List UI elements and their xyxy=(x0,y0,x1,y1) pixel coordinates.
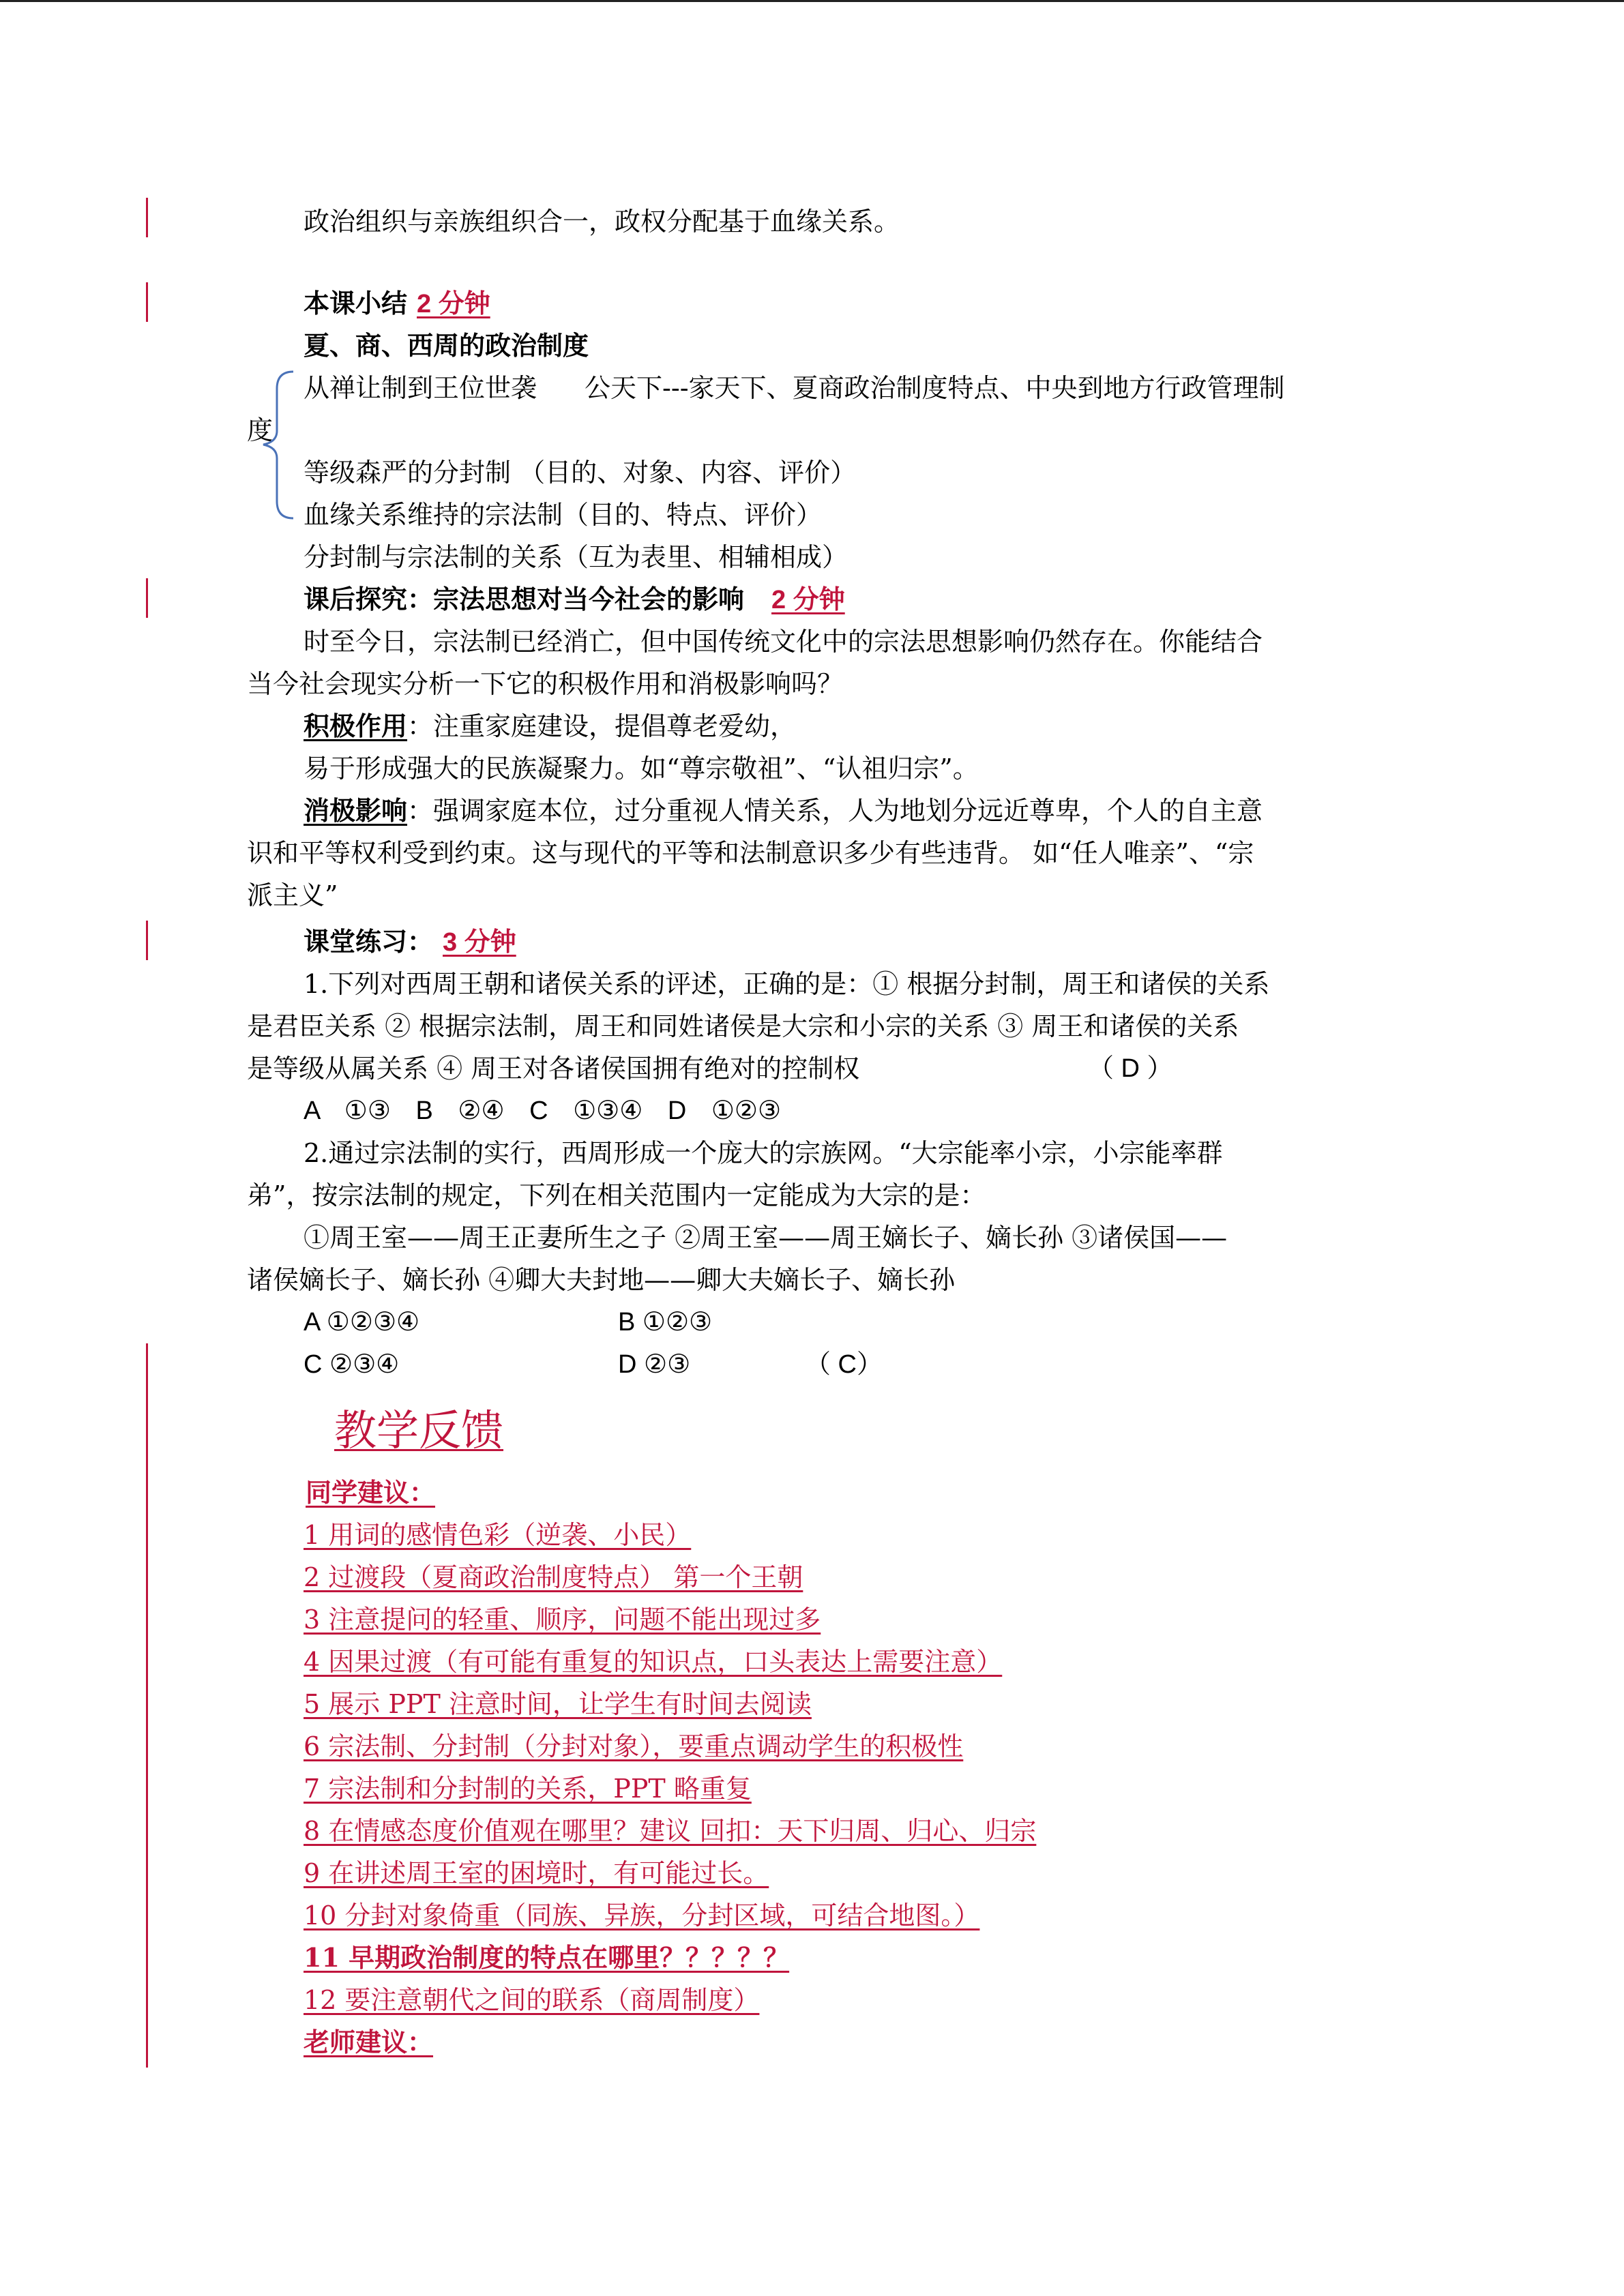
answer: （ C） xyxy=(805,1350,883,1379)
summary-item: 血缘关系维持的宗法制（目的、特点、评价） xyxy=(304,500,823,530)
question-line: 是君臣关系 ② 根据宗法制，周王和同姓诸侯是大宗和小宗的关系 ③ 周王和诸侯的关系 xyxy=(247,1011,1239,1041)
body-line: 政治组织与亲族组织合一，政权分配基于血缘关系。 xyxy=(304,207,900,237)
question-line: 弟”，按宗法制的规定，下列在相关范围内一定能成为大宗的是： xyxy=(247,1180,986,1210)
feedback-item: 12 要注意朝代之间的联系（商周制度） xyxy=(304,1985,760,2015)
negative-effect: 消极影响：强调家庭本位，过分重视人情关系，人为地划分远近尊卑，个人的自主意 xyxy=(304,795,1263,826)
question-line: 是等级从属关系 ④ 周王对各诸侯国拥有绝对的控制权 xyxy=(247,1054,860,1084)
body-line: 派主义” xyxy=(247,880,338,910)
teacher-label: 老师建议： xyxy=(304,2027,434,2057)
option: D ②③ xyxy=(618,1350,691,1379)
question-line: 1.下列对西周王朝和诸侯关系的评述，正确的是：① 根据分封制，周王和诸侯的关系 xyxy=(304,969,1270,999)
summary-heading: 本课小结 2 分钟 xyxy=(304,288,490,318)
summary-title: 夏、商、西周的政治制度 xyxy=(304,330,589,361)
option: A ①②③④ xyxy=(304,1308,420,1337)
question-line: 2.通过宗法制的实行，西周形成一个庞大的宗族网。“大宗能率小宗，小宗能率群 xyxy=(304,1138,1223,1168)
summary-item: 分封制与宗法制的关系（互为表里、相辅相成） xyxy=(304,542,848,572)
practice-heading: 课堂练习： 3 分钟 xyxy=(304,926,516,957)
practice-time: 3 分钟 xyxy=(443,928,516,957)
summary-item: 从禅让制到王位世袭 公天下---家天下、夏商政治制度特点、中央到地方行政管理制 xyxy=(304,373,1285,403)
summary-item: 等级森严的分封制 （目的、对象、内容、评价） xyxy=(304,458,857,488)
revision-bar xyxy=(146,198,148,237)
question-line: 诸侯嫡长子、嫡长孙 ④卿大夫封地——卿大夫嫡长子、嫡长孙 xyxy=(247,1265,956,1295)
feedback-item: 10 分封对象倚重（同族、异族，分封区域，可结合地图。） xyxy=(304,1900,980,1930)
feedback-item: 11 早期政治制度的特点在哪里？？？？？ xyxy=(304,1942,790,1973)
revision-bar xyxy=(146,921,148,960)
explore-heading: 课后探究：宗法思想对当今社会的影响 2 分钟 xyxy=(304,584,845,614)
feedback-item: 3 注意提问的轻重、顺序，问题不能出现过多 xyxy=(304,1605,821,1635)
options: A ①③ B ②④ C ①③④ D ①②③ xyxy=(304,1097,782,1125)
feedback-item: 8 在情感态度价值观在哪里？建议 回扣：天下归周、归心、归宗 xyxy=(304,1816,1037,1846)
option: B ①②③ xyxy=(618,1308,713,1337)
option: C ②③④ xyxy=(304,1350,400,1379)
revision-bar xyxy=(146,1343,148,2068)
body-line: 当今社会现实分析一下它的积极作用和消极影响吗？ xyxy=(247,669,844,699)
body-line: 易于形成强大的民族凝聚力。如“尊宗敬祖”、“认祖归宗”。 xyxy=(304,754,979,784)
body-line: 时至今日，宗法制已经消亡，但中国传统文化中的宗法思想影响仍然存在。你能结合 xyxy=(304,627,1263,657)
feedback-item: 4 因果过渡（有可能有重复的知识点，口头表达上需要注意） xyxy=(304,1647,1003,1677)
feedback-title: 教学反馈 xyxy=(334,1405,504,1455)
answer: （ D ） xyxy=(1088,1054,1173,1083)
feedback-item: 1 用词的感情色彩（逆袭、小民） xyxy=(304,1520,692,1550)
feedback-item: 2 过渡段（夏商政治制度特点） 第一个王朝 xyxy=(304,1562,803,1592)
feedback-item: 5 展示 PPT 注意时间，让学生有时间去阅读 xyxy=(304,1689,812,1719)
revision-bar xyxy=(146,578,148,618)
feedback-item: 7 宗法制和分封制的关系，PPT 略重复 xyxy=(304,1774,752,1804)
question-line: ①周王室——周王正妻所生之子 ②周王室——周王嫡长子、嫡长孙 ③诸侯国—— xyxy=(304,1223,1228,1253)
explore-time: 2 分钟 xyxy=(771,586,845,614)
summary-item-wrap: 度 xyxy=(247,415,274,445)
positive-effect: 积极作用：注重家庭建设，提倡尊老爱幼， xyxy=(304,711,797,741)
revision-bar xyxy=(146,282,148,322)
body-line: 识和平等权利受到约束。这与现代的平等和法制意识多少有些违背。 如“任人唯亲”、“宗 xyxy=(247,838,1254,868)
students-label: 同学建议： xyxy=(306,1477,436,1508)
feedback-item: 9 在讲述周王室的困境时，有可能过长。 xyxy=(304,1858,769,1888)
page-top-border xyxy=(0,0,1624,2)
feedback-item: 6 宗法制、分封制（分封对象），要重点调动学生的积极性 xyxy=(304,1731,964,1761)
summary-time: 2 分钟 xyxy=(417,290,490,318)
